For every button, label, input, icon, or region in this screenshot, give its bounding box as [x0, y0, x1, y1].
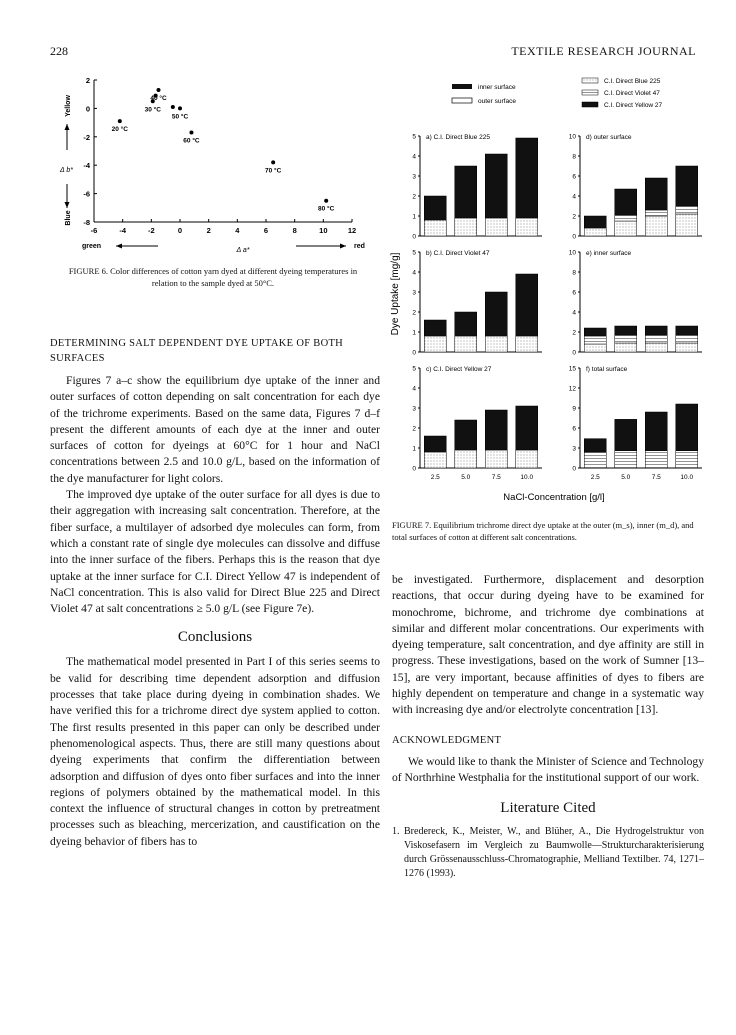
- y-axis-label: Dye Uptake [mg/g]: [390, 252, 401, 336]
- bar-segment: [584, 216, 606, 228]
- x-tick-label: -4: [119, 226, 127, 235]
- bar-segment: [584, 439, 606, 452]
- y-up-arrowhead: [65, 124, 70, 130]
- legend-inner-swatch: [452, 84, 472, 89]
- y-tick-label: -2: [83, 132, 90, 142]
- x-tick-label: 6: [263, 226, 269, 235]
- y-tick-label: -6: [83, 189, 90, 199]
- panel-y-tick-label: 10: [568, 133, 576, 141]
- x-axis-label: NaCl-Concentration [g/l]: [503, 492, 605, 503]
- x-tick-label: 5.0: [621, 474, 631, 481]
- bar-segment: [645, 326, 667, 335]
- data-point: [171, 105, 175, 109]
- y-down-arrowhead: [65, 202, 70, 208]
- bar-segment: [584, 344, 606, 352]
- panel-y-tick-label: 1: [412, 213, 416, 221]
- figure-6-caption-text: Color differences of cotton yarn dyed at different dyeing temperatures in relation to the sample dyed at 50°C.: [110, 266, 358, 288]
- legend-outer-swatch: [452, 98, 472, 103]
- figure-7-bars: [382, 70, 712, 510]
- figure-6-caption-label: FIGURE 6.: [68, 266, 109, 276]
- x-tick-label: 2: [206, 226, 211, 235]
- bar-segment: [615, 419, 637, 450]
- panel-y-tick-label: 2: [412, 425, 416, 433]
- bar-segment: [424, 220, 446, 236]
- x-tick-label: -2: [147, 226, 155, 235]
- conclusions-heading: Conclusions: [177, 629, 253, 646]
- point-label: 20 °C: [111, 126, 128, 134]
- panel-title: b) C.I. Direct Violet 47: [426, 250, 490, 257]
- y-tick-label: 2: [85, 76, 90, 85]
- point-label: 30 °C: [144, 106, 161, 114]
- panel-y-tick-label: 12: [568, 385, 576, 393]
- bar-segment: [455, 420, 477, 450]
- x-tick-label: 5.0: [461, 474, 471, 481]
- bar-segment: [424, 436, 446, 452]
- panel-y-tick-label: 3: [572, 445, 576, 453]
- x-right-arrowhead: [340, 244, 346, 249]
- panel-y-tick-label: 15: [568, 365, 576, 373]
- panel-y-tick-label: 6: [572, 173, 576, 181]
- panel-y-tick-label: 9: [572, 405, 576, 413]
- bar-segment: [516, 138, 538, 218]
- conclusions-body: [50, 654, 380, 850]
- bar-segment: [485, 450, 507, 468]
- bar-segment: [676, 404, 698, 451]
- figure-7-caption-text: Equilibrium trichrome direct dye uptake at the outer (m_s), inner (m_d), and total surfaces of cotton at different salt concentrations.: [392, 520, 694, 542]
- panel-y-tick-label: 2: [412, 309, 416, 317]
- data-point: [324, 199, 328, 203]
- bar-segment: [516, 274, 538, 336]
- bar-segment: [645, 343, 667, 352]
- paragraph-3: The mathematical model presented in Part I of this series seems to be valid for describing time dependent adsorption and diffusion processes that take place during dyeing in combination shades. We have verified this for a trichrome direct dye system applied to cotton. The first results presented in this paper can only be described under phenomenological aspects. Thus, there are still many questions about dyeing experiments that confirm the differentiation between adsorption and diffusion of dyes onto fiber surfaces and into the inner regions of polymers obtained by the mathematical model. In this context the influence of structural changes in cotton by pretreatment processes such as bleaching, mercerization, and caustification on the dyeing behavior of fibers has to: [50, 655, 380, 848]
- x-tick-label: 7.5: [491, 474, 501, 481]
- panel-y-tick-label: 2: [572, 213, 576, 221]
- data-point: [271, 160, 275, 164]
- legend-dye-label: C.I. Direct Blue 225: [604, 78, 661, 85]
- bar-segment: [676, 335, 698, 343]
- bar-segment: [455, 450, 477, 468]
- panel-y-tick-label: 5: [412, 133, 416, 141]
- bar-segment: [615, 215, 637, 221]
- bar-segment: [584, 336, 606, 344]
- point-label: 80 °C: [318, 205, 335, 213]
- legend-inner-label: inner surface: [478, 84, 516, 91]
- bar-segment: [615, 189, 637, 215]
- x-tick-label: 2.5: [430, 474, 440, 481]
- bar-segment: [455, 218, 477, 236]
- bar-segment: [455, 336, 477, 352]
- panel-title: a) C.I. Direct Blue 225: [426, 134, 490, 141]
- bar-segment: [485, 336, 507, 352]
- bar-segment: [615, 221, 637, 236]
- acknowledgment-heading: ACKNOWLEDGMENT: [392, 734, 502, 746]
- x-axis-label: Δ a*: [236, 247, 250, 254]
- x-tick-label: 10.0: [680, 474, 694, 481]
- panel-y-tick-label: 8: [572, 269, 576, 277]
- paragraph-4: be investigated. Furthermore, displacement and desorption reactions, that occur during dyeing have to be examined for monochrome, bichrome, and trichrome dye combinations at similar and different molar concentrations. Our experiments with dyeing temperature, salt concentration, and dye affinity are still in progress. These investigations, based on the work of Sumner [13–15], are very important, because affinities of dyes to fibers are highly dependent on temperature and change in a systematic way with increasing dye and/or electrolyte concentration [13].: [392, 573, 704, 717]
- bar-segment: [485, 292, 507, 336]
- x-left-label: green: [82, 243, 102, 250]
- bar-segment: [455, 166, 477, 218]
- point-label: 60 °C: [183, 137, 200, 145]
- figure-6-scatter: [52, 72, 382, 262]
- x-right-label: red: [354, 243, 365, 250]
- section-heading-line-2: SURFACES: [50, 353, 105, 364]
- bar-segment: [485, 154, 507, 218]
- x-tick-label: 10.0: [520, 474, 534, 481]
- bar-segment: [645, 178, 667, 210]
- point-label: 40 °C: [150, 94, 167, 102]
- bar-segment: [676, 326, 698, 335]
- reference-1-number: 1.: [392, 826, 400, 838]
- data-point: [157, 88, 161, 92]
- y-bottom-label: Blue: [65, 210, 72, 226]
- figure-7-caption-label: FIGURE 7.: [392, 520, 432, 530]
- data-point: [118, 119, 122, 123]
- bar-segment: [645, 412, 667, 451]
- bar-segment: [615, 335, 637, 343]
- acknowledgment-body: [392, 754, 704, 787]
- x-tick-label: 10: [319, 226, 328, 235]
- panel-title: d) outer surface: [586, 134, 632, 141]
- bar-segment: [615, 451, 637, 468]
- x-tick-label: 8: [292, 226, 297, 235]
- right-column: [392, 572, 704, 881]
- x-tick-label: 12: [347, 226, 357, 235]
- point-label: 70 °C: [264, 167, 282, 175]
- bar-segment: [645, 216, 667, 236]
- panel-y-tick-label: 3: [412, 405, 416, 413]
- legend-dye-label: C.I. Direct Violet 47: [604, 90, 660, 97]
- figure-7-caption: [392, 520, 704, 543]
- x-tick-label: -6: [90, 226, 98, 235]
- panel-y-tick-label: 3: [412, 173, 416, 181]
- paragraph-2: The improved dye uptake of the outer surface for all dyes is due to their aggregation with increasing salt concentration. Therefore, at the fiber surface, a multilayer of adsorbed dye molecules can form, from which a constant rate of single dye molecules can dissolve and diffuse into the inner surface of the fibers. Perhaps this is the reason that dye uptake at the inner surface for C.I. Direct Yellow 47 is independent of NaCl concentration. This is also valid for Direct Blue 225 and Direct Violet 47 at salt concentrations ≥ 5.0 g/L (see Figure 7e).: [50, 488, 380, 616]
- figure-6-caption: [58, 266, 368, 289]
- bar-segment: [645, 210, 667, 216]
- panel-y-tick-label: 2: [572, 329, 576, 337]
- y-tick-label: -4: [83, 161, 90, 171]
- y-tick-label: -8: [83, 218, 90, 227]
- panel-y-tick-label: 8: [572, 153, 576, 161]
- bar-segment: [516, 218, 538, 236]
- panel-y-tick-label: 0: [572, 465, 576, 473]
- section-heading: [50, 336, 380, 366]
- literature-heading: Literature Cited: [500, 800, 596, 817]
- bar-segment: [584, 328, 606, 336]
- bar-segment: [676, 206, 698, 214]
- x-left-arrowhead: [116, 244, 122, 249]
- panel-y-tick-label: 5: [412, 249, 416, 257]
- panel-title: f) total surface: [586, 366, 628, 373]
- panel-y-tick-label: 0: [412, 349, 416, 357]
- reference-1-text: Bredereck, K., Meister, W., and Blüher, A., Die Hydrogelstruktur von Viskosefasern im Vergleich zu Baumwolle—Strukturcharakterisierung durch Grössenausschluss-Chromatographie, Melliand Textilber. 74, 1271–1276 (1993).: [404, 826, 704, 880]
- bar-segment: [584, 228, 606, 236]
- bar-segment: [615, 343, 637, 352]
- panel-y-tick-label: 4: [572, 309, 576, 317]
- x-tick-label: 2.5: [590, 474, 600, 481]
- panel-y-tick-label: 6: [572, 289, 576, 297]
- page-number: 228: [50, 44, 68, 58]
- running-head: TEXTILE RESEARCH JOURNAL: [511, 44, 696, 58]
- data-point: [178, 106, 182, 110]
- bar-segment: [676, 214, 698, 236]
- x-tick-label: 7.5: [651, 474, 661, 481]
- panel-y-tick-label: 0: [412, 233, 416, 241]
- bar-segment: [485, 410, 507, 450]
- bar-segment: [676, 343, 698, 352]
- bar-segment: [455, 312, 477, 336]
- x-tick-label: 4: [235, 226, 240, 235]
- bar-segment: [676, 166, 698, 206]
- bar-segment: [645, 451, 667, 468]
- x-tick-label: 0: [177, 226, 183, 235]
- bar-segment: [424, 320, 446, 336]
- acknowledgment-text: We would like to thank the Minister of Science and Technology of Northrhine Westphalia for the institutional support of our work.: [392, 754, 704, 784]
- legend-outer-label: outer surface: [478, 98, 516, 105]
- panel-y-tick-label: 0: [572, 233, 576, 241]
- reference-1: [392, 825, 704, 881]
- panel-y-tick-label: 10: [568, 249, 576, 257]
- panel-y-tick-label: 4: [412, 269, 416, 277]
- bar-segment: [645, 335, 667, 343]
- bar-segment: [424, 196, 446, 220]
- y-axis-label: Δ b*: [60, 167, 73, 174]
- body-paragraphs: [50, 373, 380, 617]
- bar-segment: [516, 406, 538, 450]
- panel-title: e) inner surface: [586, 250, 632, 257]
- bar-segment: [676, 451, 698, 468]
- panel-y-tick-label: 2: [412, 193, 416, 201]
- bar-segment: [516, 336, 538, 352]
- panel-y-tick-label: 0: [412, 465, 416, 473]
- paragraph-1: Figures 7 a–c show the equilibrium dye uptake of the inner and outer surfaces of cotton depending on salt concentration for each dye of the trichrome experiments. Based on the same data, Figures 7 d–f present the different amounts of each dye at the inner and outer surfaces of cotton for dyeings at 60°C for 1 hour and NaCl concentrations between 2.5 and 10.0 g/L, based on the information of the dye manufacturer for light colors.: [50, 374, 380, 485]
- section-heading-line-1: DETERMINING SALT DEPENDENT DYE UPTAKE OF BOTH: [50, 338, 344, 349]
- y-top-label: Yellow: [65, 95, 72, 117]
- panel-title: c) C.I. Direct Yellow 27: [426, 366, 492, 373]
- point-label: 50 °C: [171, 113, 189, 121]
- bar-segment: [485, 218, 507, 236]
- panel-y-tick-label: 4: [572, 193, 576, 201]
- panel-y-tick-label: 1: [412, 445, 416, 453]
- panel-y-tick-label: 1: [412, 329, 416, 337]
- bar-segment: [424, 336, 446, 352]
- panel-y-tick-label: 5: [412, 365, 416, 373]
- panel-y-tick-label: 0: [572, 349, 576, 357]
- panel-y-tick-label: 4: [412, 385, 416, 393]
- left-column: [50, 336, 380, 850]
- bar-segment: [424, 452, 446, 468]
- bar-segment: [615, 326, 637, 335]
- legend-dye-swatch: [582, 90, 598, 95]
- data-point: [189, 131, 193, 135]
- panel-y-tick-label: 6: [572, 425, 576, 433]
- bar-segment: [584, 452, 606, 468]
- legend-dye-swatch: [582, 102, 598, 107]
- right-body: [392, 572, 704, 719]
- legend-dye-label: C.I. Direct Yellow 27: [604, 102, 663, 109]
- panel-y-tick-label: 4: [412, 153, 416, 161]
- y-tick-label: 0: [85, 104, 90, 114]
- legend-dye-swatch: [582, 78, 598, 83]
- bar-segment: [516, 450, 538, 468]
- panel-y-tick-label: 3: [412, 289, 416, 297]
